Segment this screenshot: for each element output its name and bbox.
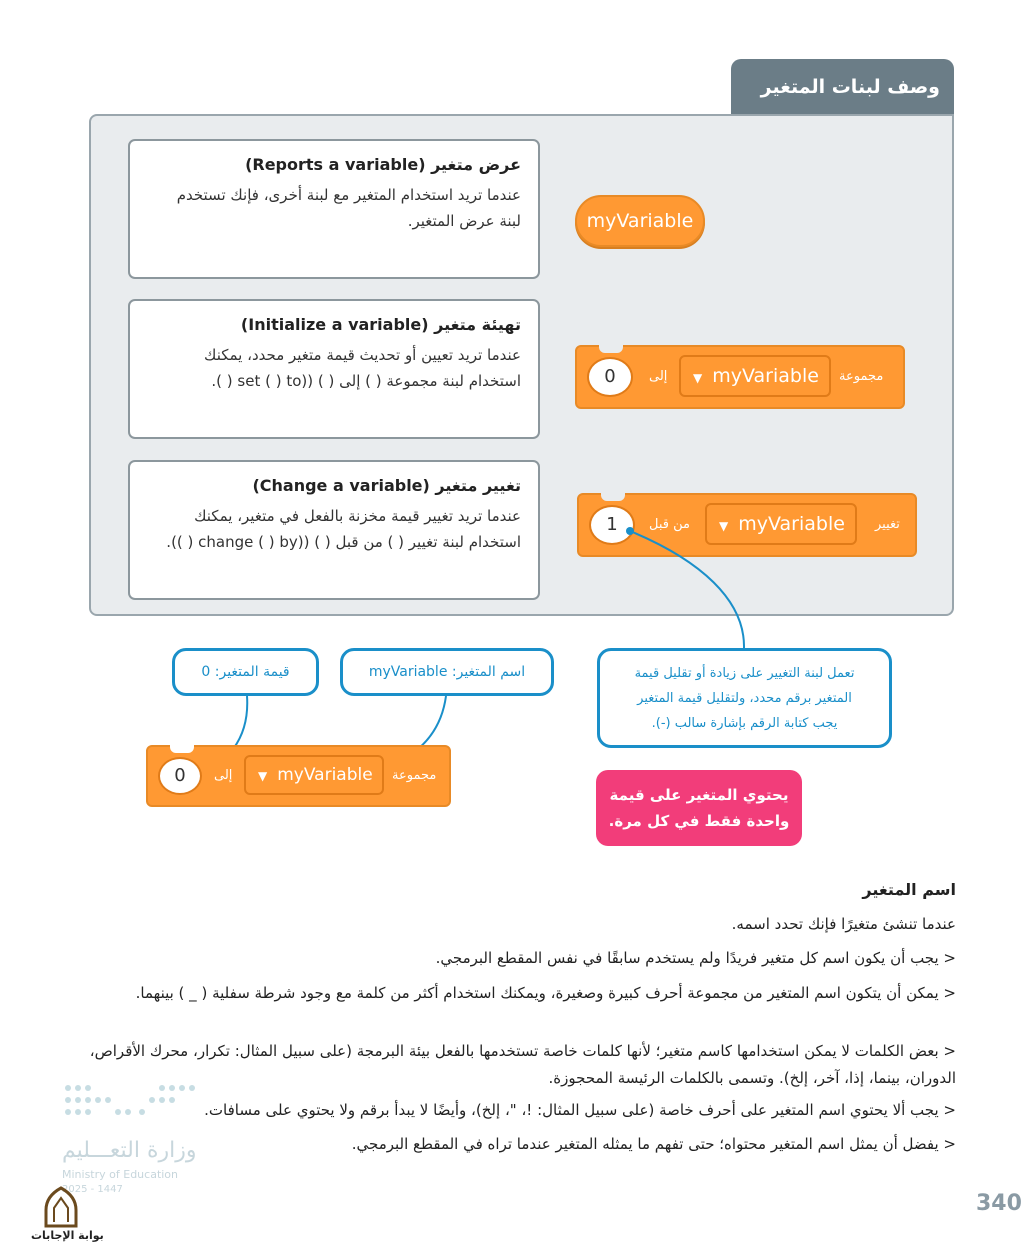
bullet-item [76, 1038, 956, 1092]
variable-name: myVariable [277, 765, 373, 785]
note-line: يحتوي المتغير على قيمة [609, 786, 789, 804]
card-text-line: عندما تريد تغيير قيمة مخزنة بالفعل في متغير، يمكنك [194, 507, 521, 525]
bullet-item [76, 1131, 956, 1158]
callout-line: المتغير برقم محدد، ولتقليل قيمة المتغير [637, 691, 852, 706]
set-label: مجموعة [392, 768, 437, 783]
bullet-text: يفضل أن يمثل اسم المتغير محتواه؛ حتى تفهم ما يمثله المتغير عندما تراه في المقطع البرمجي. [351, 1135, 939, 1153]
change-label: تغيير [875, 517, 900, 532]
card-title: تهيئة متغير (Initialize a variable) [240, 315, 521, 334]
bullet-marker: < [938, 1101, 956, 1119]
to-label: إلى [649, 369, 668, 384]
set-label: مجموعة [839, 369, 884, 384]
block-notch [170, 745, 194, 753]
bullet-text: يجب ألا يحتوي اسم المتغير على أحرف خاصة (على سبيل المثال: !، "، إلخ)، وأيضًا لا يبدأ برقم ولا يحتوي على مسافات. [204, 1101, 939, 1119]
callout-line: يجب كتابة الرقم بإشارة سالب (-). [651, 716, 838, 731]
page-number: 340 [976, 1191, 1022, 1216]
variable-name: myVariable [738, 513, 845, 535]
section-intro: عندما تنشئ متغيرًا فإنك تحدد اسمه. [731, 915, 956, 933]
reporter-block: myVariable [575, 195, 705, 247]
ministry-year: 2025 - 1447 [62, 1184, 123, 1195]
bullet-marker: < [938, 949, 956, 967]
card-title: تغيير متغير (Change a variable) [252, 476, 521, 495]
variable-name: myVariable [712, 365, 819, 387]
card-text-line: عندما تريد استخدام المتغير مع لبنة أخرى، فإنك تستخدم [176, 186, 521, 204]
card-title: عرض متغير (Reports a variable) [245, 155, 521, 174]
variable-dropdown [244, 755, 384, 795]
ministry-name-en: Ministry of Education [62, 1168, 179, 1181]
site-name: بوابة الإجابات [31, 1229, 104, 1242]
example-set-block [146, 745, 451, 807]
card-text-line: استخدام لبنة تغيير ( ) من قبل ( ) ((change ( ) by ( )). [166, 533, 521, 551]
bullet-text: يجب أن يكون اسم كل متغير فريدًا ولم يستخدم سابقًا في نفس المقطع البرمجي. [435, 949, 939, 967]
callout-variable-value: قيمة المتغير: 0 [172, 648, 319, 696]
bullet-text: يمكن أن يتكون اسم المتغير من مجموعة أحرف كبيرة وصغيرة، ويمكنك استخدام أكثر من كلمة مع وجود شرطة سفلية ( _ ) بينهما. [135, 984, 939, 1002]
pink-note [596, 770, 802, 846]
chevron-down-icon: ▼ [693, 371, 703, 385]
section-heading: اسم المتغير [862, 880, 956, 899]
connector-dot [626, 527, 634, 535]
bullet-item [76, 1097, 956, 1124]
ministry-name-ar: وزارة التعـــليم [62, 1138, 197, 1163]
ministry-logo-dots-icon [62, 1080, 202, 1128]
card-text-line: لبنة عرض المتغير. [407, 212, 521, 230]
bullet-marker: < [938, 984, 956, 1002]
value-input: 0 [158, 757, 202, 795]
callout-line: تعمل لبنة التغيير على زيادة أو تقليل قيمة [634, 666, 855, 681]
bullet-text: بعض الكلمات لا يمكن استخدامها كاسم متغير؛ لأنها كلمات خاصة تستخدمها بالفعل بيئة البرمجة (على سبيل المثال: تكرار، محرك الأقراص، الدوران، بينما، إذا، آخر، إلخ). وتسمى بالكلمات الرئيسة المحجوزة. [89, 1042, 956, 1087]
bullet-item [76, 945, 956, 972]
section-tab-title: وصف لبنات المتغير [731, 59, 954, 115]
card-text-line: عندما تريد تعيين أو تحديث قيمة متغير محدد، يمكنك [204, 346, 521, 364]
value-input: 1 [589, 505, 635, 545]
by-label: من قبل [649, 517, 690, 532]
connector-line [630, 531, 744, 648]
bullet-item [76, 980, 956, 1007]
callout-variable-name: اسم المتغير: myVariable [340, 648, 554, 696]
card-text-line: استخدام لبنة مجموعة ( ) إلى ( ) ((set ( ) to ( ). [211, 372, 521, 390]
to-label: إلى [214, 768, 233, 783]
chevron-down-icon: ▼ [258, 769, 268, 783]
bullet-marker: < [938, 1135, 956, 1153]
site-logo-icon [42, 1186, 80, 1228]
bullet-marker: < [938, 1042, 956, 1060]
value-input: 0 [587, 357, 633, 397]
note-line: واحدة فقط في كل مرة. [608, 812, 790, 830]
chevron-down-icon: ▼ [719, 519, 729, 533]
